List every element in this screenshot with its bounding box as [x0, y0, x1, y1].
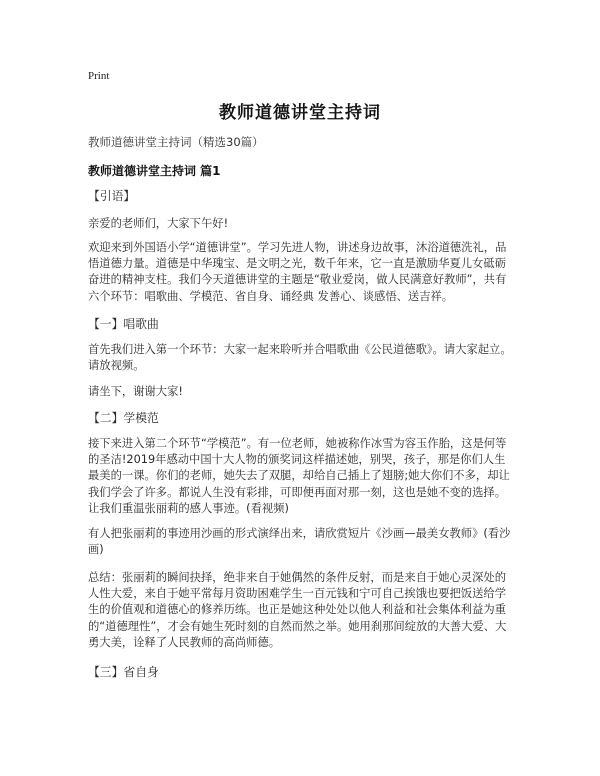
print-link[interactable]: Print: [88, 70, 110, 82]
subtitle: 教师道德讲堂主持词（精选30篇）: [88, 135, 264, 149]
part1-heading: 【一】唱歌曲: [88, 317, 159, 331]
part2-summary-paragraph: 总结：张丽莉的瞬间抉择，绝非来自于她偶然的条件反射，而是来自于她心灵深处的人性大爱，来自于她平常每月资助困难学生一百元钱和宁可自己挨饿也要把饭送给学生的价值观和道德心的修养历练。也正是她这种处处以他人利益和社会集体利益为重的“道德理性”，才会有她生死时刻的自然而然之举。她用刹那间绽放的大善大爱、大勇大美，诠释了人民教师的高尚师德。: [88, 571, 507, 649]
part3-heading: 【三】省自身: [88, 665, 159, 679]
welcome-paragraph: 欢迎来到外国语小学“道德讲堂”。学习先进人物，讲述身边故事，沐浴道德洗礼，品悟道德力量。道德是中华瑰宝、是文明之光，数千年来，它一直是激励华夏儿女砥砺奋进的精神支柱。我们今天道德讲堂的主题是“敬业爱岗，做人民满意好教师”，共有六个环节：唱歌曲、学模范、省自身、诵经典 发善心、谈感悟、送吉祥。: [88, 241, 507, 303]
greeting-paragraph: 亲爱的老师们，大家下午好!: [88, 217, 229, 230]
part1-paragraph: 首先我们进入第一个环节：大家一起来聆听并合唱歌曲《公民道德歌》。请大家起立。请放视频。: [88, 343, 512, 373]
intro-heading: 【引语】: [88, 189, 136, 203]
part2-sand-paragraph: 有人把张丽莉的事迹用沙画的形式演绎出来，请欣赏短片《沙画—最美女教师》(看沙画): [88, 527, 511, 557]
part1-sit-paragraph: 请坐下，谢谢大家!: [88, 385, 183, 398]
part2-paragraph: 接下来进入第二个环节“学模范”。有一位老师，她被称作冰雪为容玉作胎，这是何等的圣洁!2019年感动中国十大人物的颁奖词这样描述她，别哭，孩子，那是你们人生最美的一课。你们的老师，她失去了双腿，却给自己插上了翅膀;她大你们不多，却让我们学会了许多。都说人生没有彩排，可即便再面对那一刻，这也是她不变的选择。让我们重温张丽莉的感人事迹。(看视频): [88, 437, 510, 515]
page-title: 教师道德讲堂主持词: [219, 103, 381, 123]
section-heading: 教师道德讲堂主持词 篇1: [88, 164, 221, 178]
part2-heading: 【二】学模范: [88, 411, 159, 425]
